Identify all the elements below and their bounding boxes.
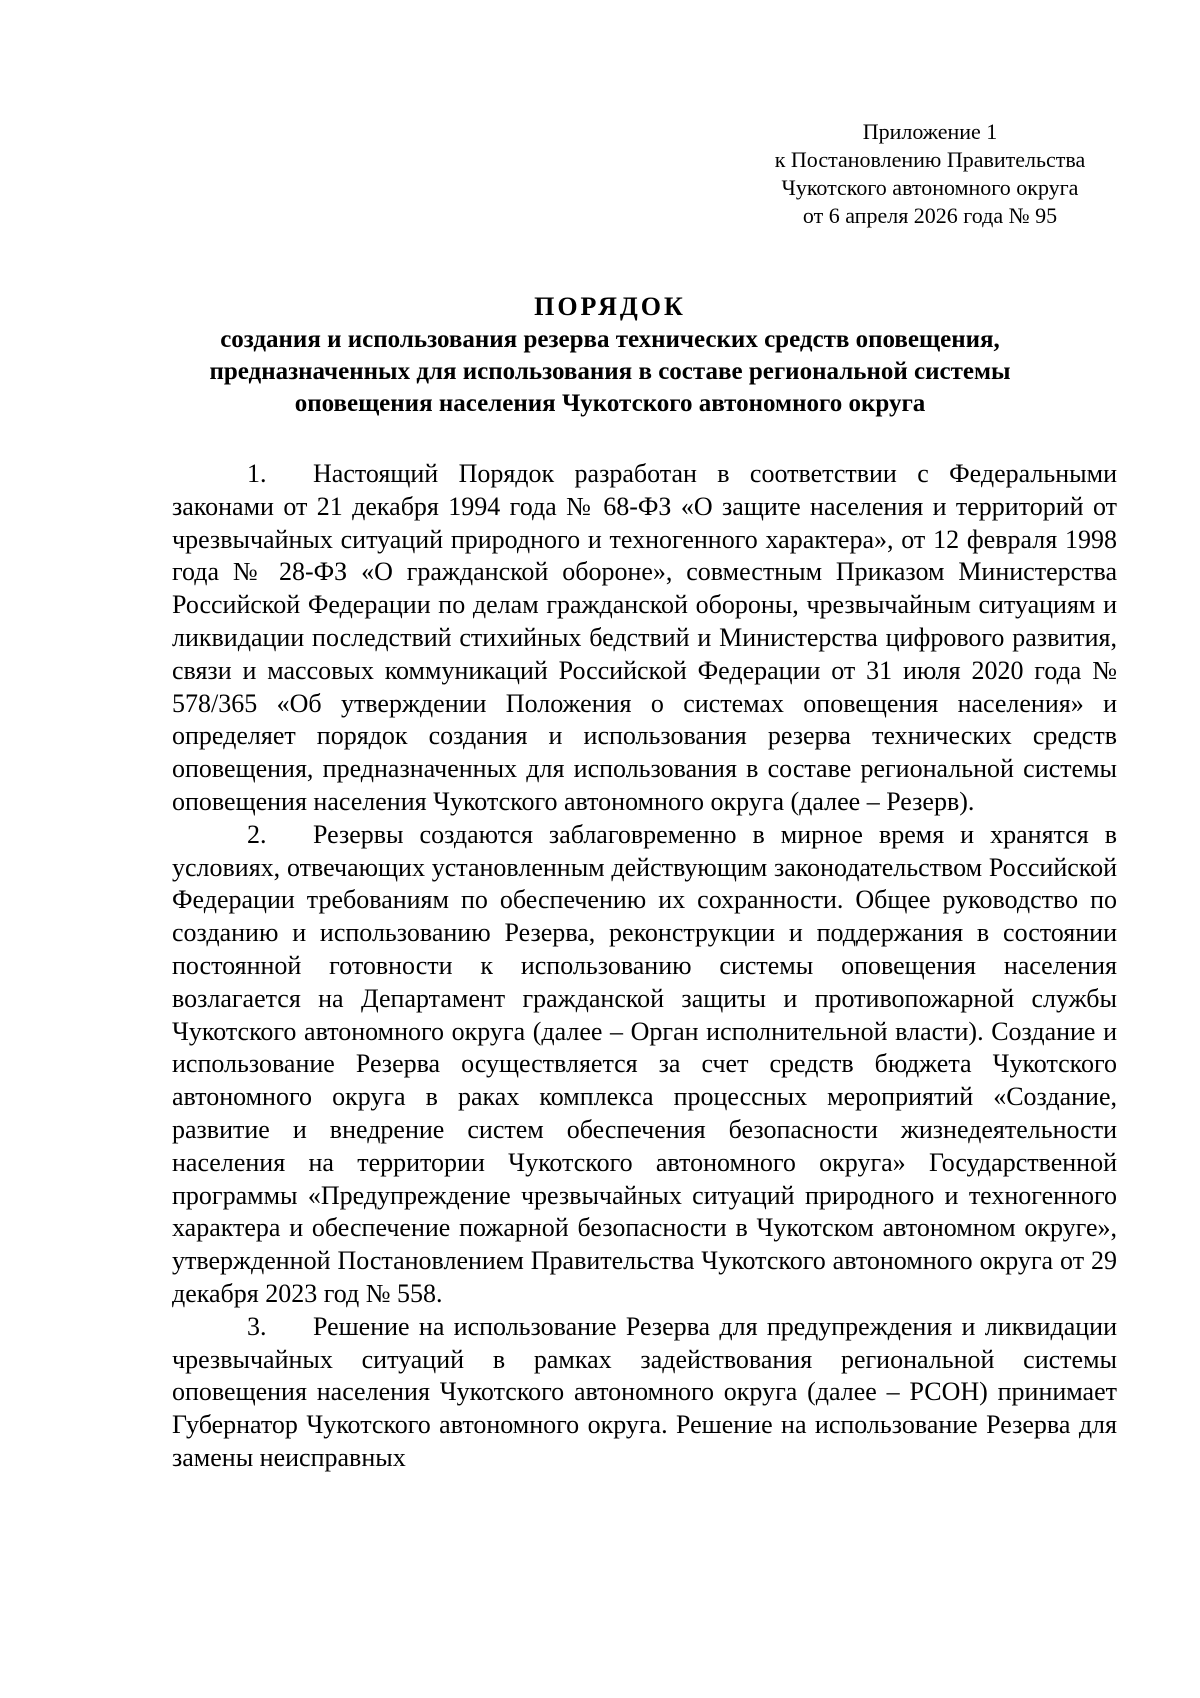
paragraph-text: Настоящий Порядок разработан в соответствии с Федеральными законами от 21 декабря 1994 года № 68-ФЗ «О защите населения и территорий от чрезвычайных ситуаций природного и техногенного характера», от 12 февраля 1998 года № 28-ФЗ «О гражданской обороне», совместным Приказом Министерства Российской Федерации по делам гражданской обороны, чрезвычайным ситуациям и ликвидации последствий стихийных бедствий и Министерства цифрового развития, связи и массовых коммуникаций Российской Федерации от 31 июля 2020 года № 578/365 «Об утверждении Положения о системах оповещения населения» и определяет порядок создания и использования резерва технических средств оповещения, предназначенных для использования в составе региональной системы оповещения населения Чукотского автономного округа (далее – Резерв). bbox=[172, 459, 1117, 816]
paragraph-number: 1. bbox=[247, 459, 267, 488]
paragraph-1 bbox=[172, 458, 1117, 819]
appendix-line-4: от 6 апреля 2026 года № 95 bbox=[802, 203, 1058, 228]
document-body bbox=[172, 458, 1117, 1475]
appendix-line-2: к Постановлению Правительства bbox=[774, 147, 1086, 172]
appendix-block bbox=[760, 118, 1100, 230]
title-block bbox=[150, 292, 1070, 420]
document-subtitle: создания и использования резерва технических средств оповещения, предназначенных для использования в составе региональной системы оповещения населения Чукотского автономного округа bbox=[209, 326, 1011, 417]
appendix-line-3: Чукотского автономного округа bbox=[781, 175, 1079, 200]
paragraph-number: 2. bbox=[247, 819, 267, 849]
document-title: ПОРЯДОК bbox=[534, 292, 686, 321]
paragraph-3 bbox=[172, 1311, 1117, 1475]
paragraph-text: Решение на использование Резерва для предупреждения и ликвидации чрезвычайных ситуаций в рамках задействования региональной системы оповещения населения Чукотского автономного округа (далее – РСОН) принимает Губернатор Чукотского автономного округа. Решение на использование Резерва для замены неисправных bbox=[172, 1311, 1117, 1472]
paragraph-text: Резервы создаются заблаговременно в мирное время и хранятся в условиях, отвечающих установленным действующим законодательством Российской Федерации требованиям по обеспечению их сохранности. Общее руководство по созданию и использованию Резерва, реконструкции и поддержания в состоянии постоянной готовности к использованию системы оповещения населения возлагается на Департамент гражданской защиты и противопожарной службы Чукотского автономного округа (далее – Орган исполнительной власти). Создание и использование Резерва осуществляется за счет средств бюджета Чукотского автономного округа в раках комплекса процессных мероприятий «Создание, развитие и внедрение систем обеспечения безопасности жизнедеятельности населения на территории Чукотского автономного округа» Государственной программы «Предупреждение чрезвычайных ситуаций природного и техногенного характера и обеспечение пожарной безопасности в Чукотском автономном округе», утвержденной Постановлением Правительства Чукотского автономного округа от 29 декабря 2023 год № 558. bbox=[172, 819, 1117, 1308]
paragraph-number: 3. bbox=[247, 1311, 267, 1341]
paragraph-2 bbox=[172, 819, 1117, 1311]
appendix-line-1: Приложение 1 bbox=[862, 119, 998, 144]
